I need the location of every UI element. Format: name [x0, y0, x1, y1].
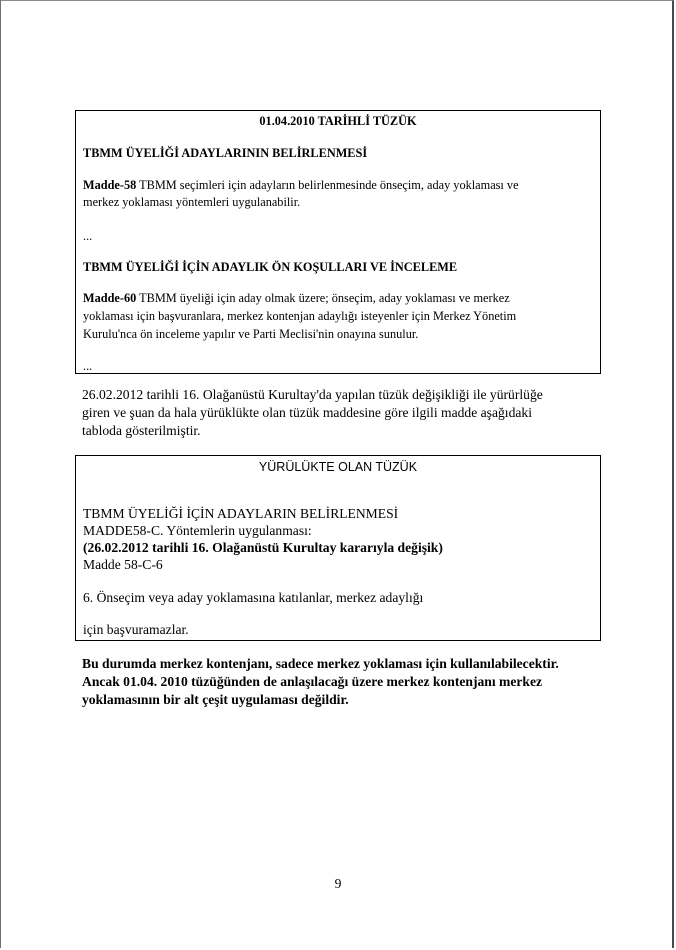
- madde60-text: TBMM üyeliği için aday olmak üzere; önseçim, aday yoklaması ve merkez: [136, 291, 510, 305]
- old-statute-box: [75, 110, 601, 374]
- current-statute-title: YÜRÜLÜKTE OLAN TÜZÜK: [258, 460, 418, 474]
- current-statute-clause-line2: için başvuramazlar.: [83, 622, 189, 637]
- madde60-line1: [83, 290, 510, 307]
- paragraph1-line1: 26.02.2012 tarihli 16. Olağanüstü Kurultay'da yapılan tüzük değişikliği ile yürürlüğe: [82, 387, 543, 402]
- current-statute-clause-line1: 6. Önseçim veya aday yoklamasına katılanlar, merkez adaylığı: [83, 590, 424, 605]
- old-statute-heading-preconditions: TBMM ÜYELİĞİ İÇİN ADAYLIK ÖN KOŞULLARI VE İNCELEME: [83, 260, 458, 274]
- madde58-text: TBMM seçimleri için adayların belirlenmesinde önseçim, aday yoklaması ve: [136, 178, 519, 192]
- old-statute-heading-candidates: TBMM ÜYELİĞİ ADAYLARININ BELİRLENMESİ: [83, 146, 368, 160]
- paragraph1-line2: giren ve şuan da hala yürüklükte olan tüzük maddesine göre ilgili madde aşağıdaki: [82, 405, 532, 420]
- old-statute-title: 01.04.2010 TARİHLİ TÜZÜK: [259, 114, 417, 128]
- current-statute-heading: TBMM ÜYELİĞİ İÇİN ADAYLARIN BELİRLENMESİ: [83, 506, 399, 521]
- paragraph2-line3: yoklamasının bir alt çeşit uygulaması değildir.: [82, 692, 349, 707]
- madde60-line3: Kurulu'nca ön inceleme yapılır ve Parti Meclisi'nin onayına sunulur.: [83, 327, 419, 341]
- madde60-line2: yoklaması için başvuranlara, merkez kontenjan adaylığı isteyenler için Merkez Yönetim: [83, 309, 517, 323]
- paragraph2-line2: Ancak 01.04. 2010 tüzüğünden de anlaşılacağı üzere merkez kontenjanı merkez: [82, 674, 543, 689]
- madde58-line1: [83, 177, 519, 194]
- page-number: 9: [334, 876, 342, 891]
- madde58-line2: merkez yoklaması yöntemleri uygulanabilir.: [83, 195, 301, 209]
- madde60-label: Madde-60: [83, 291, 137, 305]
- current-statute-amendment-note: (26.02.2012 tarihli 16. Olağanüstü Kurultay kararıyla değişik): [83, 540, 443, 555]
- ellipsis-2: ...: [83, 359, 93, 373]
- current-statute-box: [75, 455, 601, 641]
- current-statute-article-ref: Madde 58-C-6: [83, 557, 163, 572]
- paragraph2-line1: Bu durumda merkez kontenjanı, sadece merkez yoklaması için kullanılabilecektir.: [82, 656, 559, 671]
- ellipsis-1: ...: [83, 229, 93, 243]
- madde58-label: Madde-58: [83, 178, 137, 192]
- current-statute-madde-title: MADDE58-C. Yöntemlerin uygulanması:: [83, 523, 312, 538]
- paragraph1-line3: tabloda gösterilmiştir.: [82, 423, 201, 438]
